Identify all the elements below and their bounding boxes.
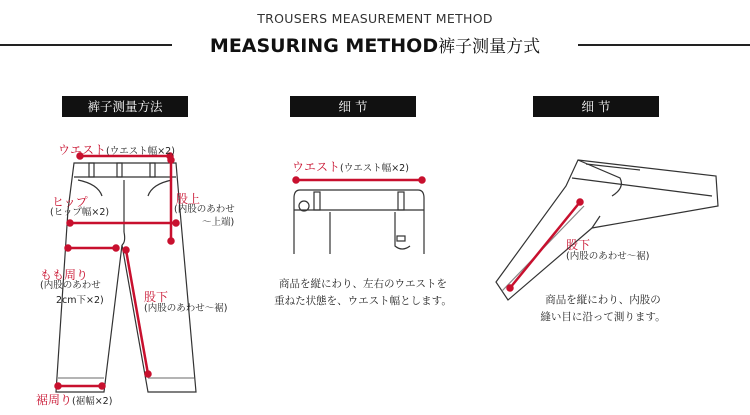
header-subtitle: TROUSERS MEASUREMENT METHOD [257, 11, 493, 26]
label-hip-note: (ヒップ幅×2) [50, 207, 110, 218]
mid-label-waist [292, 156, 409, 175]
label-thigh-note-2: 2cm下×2) [56, 295, 104, 306]
label-inseam-note: (内股のあわせ～裾) [144, 303, 228, 314]
waist-detail-drawing [294, 190, 424, 254]
right-label-inseam-title: 股下 [566, 238, 591, 252]
label-thigh-title: もも周り [40, 268, 89, 282]
label-rise-title: 股上 [176, 192, 201, 206]
right-label-inseam-note: (内股のあわせ～裾) [566, 251, 650, 262]
mid-label-waist-note: (ウエスト幅×2) [340, 163, 409, 174]
right-description-line-1: 商品を縦にわり、内股の [545, 294, 661, 306]
right-description [528, 292, 678, 326]
label-rise-note-1: (内股のあわせ [174, 204, 235, 215]
label-waist-title: ウエスト [58, 143, 107, 157]
mid-label-waist-title: ウエスト [292, 160, 341, 174]
label-thigh-note-1: (内股のあわせ [40, 280, 101, 291]
title-english: MEASURING METHOD [209, 35, 439, 57]
waist-measure-line [294, 178, 425, 183]
mid-description [268, 276, 458, 310]
right-description-line-2: 縫い目に沿って測ります。 [540, 311, 666, 323]
label-rise-note-2: ～上端) [202, 217, 235, 228]
label-inseam-title: 股下 [144, 290, 169, 304]
label-hem-title: 裾周り [36, 393, 73, 407]
tag-detail-inseam: 细 节 [533, 96, 659, 117]
label-hip-title: ヒップ [52, 195, 88, 209]
label-hem-note: (裾幅×2) [72, 396, 113, 407]
inseam-detail-drawing [496, 160, 718, 300]
title-japanese: 裤子测量方式 [438, 37, 541, 57]
label-waist-note: (ウエスト幅×2) [106, 146, 175, 157]
mid-description-line-1: 商品を縦にわり、左右のウエストを [279, 278, 447, 290]
label-waist [58, 139, 175, 158]
tag-detail-waist: 细 节 [290, 96, 416, 117]
label-hem [36, 389, 112, 408]
mid-description-line-2: 重ねた状態を、ウエスト幅とします。 [274, 295, 452, 307]
tag-trousers-method: 裤子测量方法 [62, 96, 188, 117]
